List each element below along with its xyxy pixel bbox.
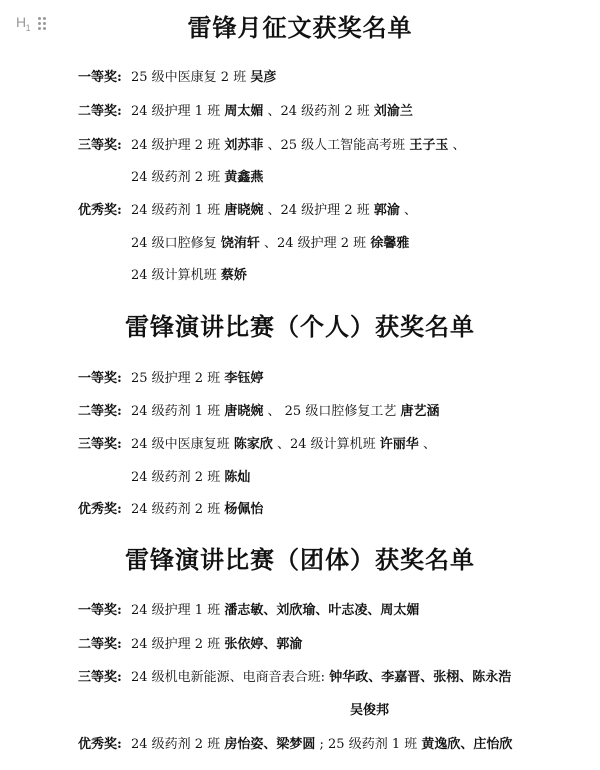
winner-names: 唐艺涵	[400, 404, 440, 419]
class-name: 24 级药剂 2 班	[131, 470, 221, 485]
winner-names: 陈灿	[224, 470, 251, 485]
winner-names: 陈家欣	[233, 437, 273, 452]
award-label: 三等奖:	[78, 437, 122, 452]
class-name: 、25 级人工智能高考班	[263, 138, 406, 153]
section-title: 雷锋月征文获奖名单	[187, 13, 413, 42]
award-label: 二等奖:	[78, 104, 122, 119]
award-label: 二等奖:	[78, 404, 122, 419]
winner-names: 周太媚	[224, 104, 264, 119]
award-label: 优秀奖:	[78, 502, 122, 517]
winner-names: 黄鑫燕	[224, 170, 264, 185]
winner-names: 王子玉	[409, 138, 449, 153]
class-name: 24 级口腔修复	[131, 236, 217, 251]
class-name: 24 级药剂 1 班	[131, 203, 221, 218]
winner-names: 房怡姿、梁梦圆	[224, 737, 316, 752]
class-name: 25 级护理 2 班	[131, 371, 221, 386]
award-label: 二等奖:	[78, 637, 122, 652]
class-name: 24 级药剂 2 班	[131, 170, 221, 185]
winner-names: 刘渝兰	[373, 104, 413, 119]
award-label: 一等奖:	[78, 603, 122, 618]
class-name: 24 级药剂 1 班	[131, 404, 221, 419]
winner-names: 唐晓婉	[224, 404, 264, 419]
winner-names: 刘苏菲	[224, 138, 264, 153]
winner-names: 潘志敏、刘欣瑜、叶志凌、周太媚	[224, 603, 420, 618]
winner-names: 许丽华	[379, 437, 419, 452]
class-name: 24 级药剂 2 班	[131, 737, 221, 752]
award-label: 三等奖:	[78, 138, 122, 153]
class-name: 24 级中医康复班	[131, 437, 230, 452]
award-label: 三等奖:	[78, 670, 122, 685]
section-title: 雷锋演讲比赛（团体）获奖名单	[125, 545, 475, 574]
class-name: 24 级药剂 2 班	[131, 502, 221, 517]
class-name: 24 级护理 1 班	[131, 104, 221, 119]
class-name: ; 25 级药剂 1 班	[315, 737, 418, 752]
class-name: 、24 级计算机班	[272, 437, 376, 452]
winner-names: 郭渝	[373, 203, 400, 218]
winner-names: 唐晓婉	[224, 203, 264, 218]
winner-names: 杨佩怡	[224, 502, 264, 517]
winner-names: 饶洧轩	[220, 236, 260, 251]
winner-names: 李钰婷	[224, 371, 264, 386]
class-name: 24 级计算机班	[131, 268, 217, 283]
winner-names: 吴俊邦	[350, 703, 390, 718]
class-name: 24 级护理 2 班	[131, 637, 221, 652]
class-name: 25 级中医康复 2 班	[131, 70, 247, 85]
class-name: 24 级护理 1 班	[131, 603, 221, 618]
winner-names: 黄逸欣、庄怡欣	[421, 737, 513, 752]
winner-names: 张依婷、郭渝	[224, 637, 303, 652]
class-name: 、24 级护理 2 班	[263, 203, 370, 218]
class-name: 、 25 级口腔修复工艺	[263, 404, 397, 419]
class-name: 24 级机电新能源、电商音表合班:	[131, 670, 326, 685]
award-label: 一等奖:	[78, 70, 122, 85]
class-name: 、24 级药剂 2 班	[263, 104, 370, 119]
section-title: 雷锋演讲比赛（个人）获奖名单	[125, 312, 475, 341]
winner-names: 蔡娇	[220, 268, 247, 283]
class-name: 、24 级护理 2 班	[259, 236, 367, 251]
class-name: 24 级护理 2 班	[131, 138, 221, 153]
winner-names: 吴彦	[250, 70, 277, 85]
winner-names: 钟华政、李嘉晋、张栩、陈永浩	[329, 670, 512, 685]
award-label: 优秀奖:	[78, 203, 122, 218]
award-label: 优秀奖:	[78, 737, 122, 752]
winner-names: 徐馨雅	[370, 236, 410, 251]
award-label: 一等奖:	[78, 371, 122, 386]
heading-1-icon[interactable]: $H_1$	[16, 14, 31, 33]
